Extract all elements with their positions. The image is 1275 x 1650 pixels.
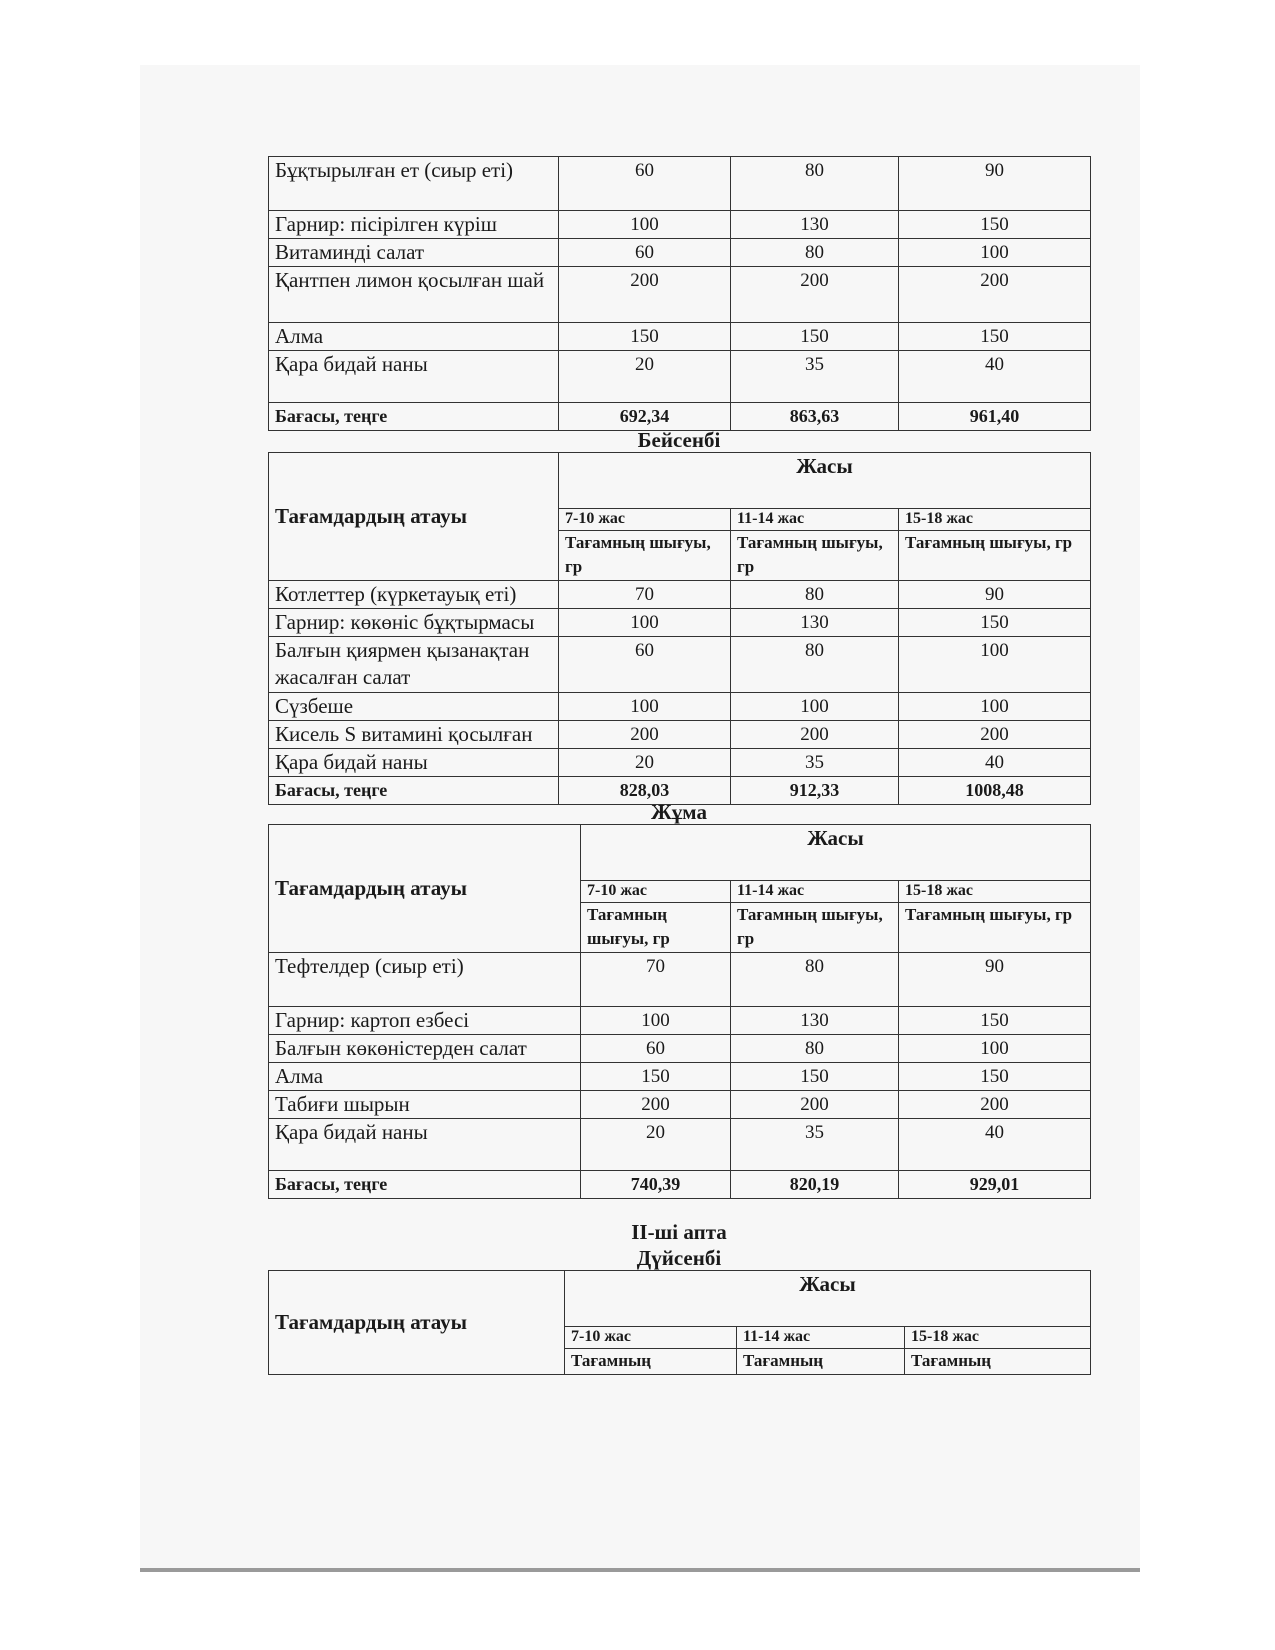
qty-11-14: 80: [731, 581, 899, 609]
qty-7-10: 20: [581, 1119, 731, 1171]
qty-11-14: 80: [731, 1035, 899, 1063]
dish-name: Алма: [269, 1063, 581, 1091]
qty-7-10: 70: [581, 953, 731, 1007]
qty-15-18: 150: [899, 1063, 1091, 1091]
qty-7-10: 100: [581, 1007, 731, 1035]
qty-11-14: 35: [731, 749, 899, 777]
day-heading-thursday: Бейсенбі: [637, 428, 721, 452]
dish-name: Қара бидай наны: [269, 351, 559, 403]
qty-7-10: 100: [559, 609, 731, 637]
qty-11-14: 130: [731, 211, 899, 239]
qty-7-10: 100: [559, 693, 731, 721]
qty-15-18: 150: [899, 609, 1091, 637]
qty-7-10: 150: [581, 1063, 731, 1091]
qty-15-18: 150: [899, 323, 1091, 351]
column-header-age: Жасы: [559, 453, 1091, 509]
age-7-10: 7-10 жас: [581, 881, 731, 903]
price-label: Бағасы, теңге: [269, 777, 559, 805]
dish-name: Кисель S витамині қосылған: [269, 721, 559, 749]
qty-15-18: 150: [899, 211, 1091, 239]
qty-11-14: 100: [731, 693, 899, 721]
age-7-10: 7-10 жас: [565, 1327, 737, 1349]
age-15-18: 15-18 жас: [899, 509, 1091, 531]
menu-table-friday: [268, 824, 1091, 1199]
table-row: [269, 323, 1091, 351]
day-heading-monday: Дүйсенбі: [636, 1246, 722, 1270]
age-11-14: 11-14 жас: [737, 1327, 905, 1349]
dish-name: Қара бидай наны: [269, 749, 559, 777]
column-header-dish-name: Тағамдардың атауы: [269, 825, 581, 953]
output-header: Тағамның шығуы, гр: [899, 531, 1091, 581]
menu-table-thursday: [268, 452, 1091, 805]
qty-7-10: 70: [559, 581, 731, 609]
dish-name: Гарнир: картоп езбесі: [269, 1007, 581, 1035]
age-15-18: 15-18 жас: [899, 881, 1091, 903]
qty-11-14: 80: [731, 637, 899, 693]
week-heading: ІІ-ші апта: [631, 1220, 727, 1244]
dish-name: Витаминді салат: [269, 239, 559, 267]
table-row: [269, 721, 1091, 749]
table-row: [269, 1007, 1091, 1035]
table-row: [269, 211, 1091, 239]
qty-11-14: 80: [731, 157, 899, 211]
dish-name: Гарнир: пісірілген күріш: [269, 211, 559, 239]
output-header: Тағамның: [565, 1349, 737, 1375]
price-11-14: 863,63: [731, 403, 899, 431]
price-11-14: 912,33: [731, 777, 899, 805]
age-11-14: 11-14 жас: [731, 881, 899, 903]
dish-name: Бұқтырылған ет (сиыр еті): [269, 157, 559, 211]
qty-7-10: 200: [559, 721, 731, 749]
age-11-14: 11-14 жас: [731, 509, 899, 531]
price-label: Бағасы, теңге: [269, 403, 559, 431]
table-row: [269, 239, 1091, 267]
dish-name: Котлеттер (күркетауық еті): [269, 581, 559, 609]
price-15-18: 929,01: [899, 1171, 1091, 1199]
output-header: Тағамның шығуы, гр: [899, 903, 1091, 953]
qty-15-18: 90: [899, 953, 1091, 1007]
table-row: [269, 351, 1091, 403]
total-row: [269, 403, 1091, 431]
qty-7-10: 150: [559, 323, 731, 351]
age-15-18: 15-18 жас: [905, 1327, 1091, 1349]
menu-table-monday: [268, 1270, 1091, 1375]
qty-11-14: 130: [731, 1007, 899, 1035]
qty-11-14: 200: [731, 267, 899, 323]
qty-7-10: 60: [559, 637, 731, 693]
qty-7-10: 20: [559, 351, 731, 403]
menu-table-wednesday: [268, 156, 1091, 431]
qty-11-14: 200: [731, 721, 899, 749]
price-7-10: 828,03: [559, 777, 731, 805]
qty-7-10: 200: [559, 267, 731, 323]
qty-11-14: 150: [731, 323, 899, 351]
dish-name: Алма: [269, 323, 559, 351]
output-header: Тағамның: [737, 1349, 905, 1375]
qty-11-14: 80: [731, 239, 899, 267]
price-15-18: 961,40: [899, 403, 1091, 431]
dish-name: Балғын көкөністерден салат: [269, 1035, 581, 1063]
table-row: [269, 581, 1091, 609]
column-header-age: Жасы: [565, 1271, 1091, 1327]
qty-15-18: 200: [899, 267, 1091, 323]
qty-7-10: 20: [559, 749, 731, 777]
table-row: [269, 953, 1091, 1007]
total-row: [269, 1171, 1091, 1199]
qty-11-14: 150: [731, 1063, 899, 1091]
qty-15-18: 100: [899, 239, 1091, 267]
table-row: [269, 267, 1091, 323]
price-7-10: 692,34: [559, 403, 731, 431]
table-row: [269, 157, 1091, 211]
price-7-10: 740,39: [581, 1171, 731, 1199]
qty-7-10: 100: [559, 211, 731, 239]
dish-name: Тефтелдер (сиыр еті): [269, 953, 581, 1007]
qty-15-18: 90: [899, 581, 1091, 609]
qty-7-10: 60: [559, 239, 731, 267]
page-edge: [140, 1568, 1140, 1572]
table-row: [269, 749, 1091, 777]
table-row: [269, 1035, 1091, 1063]
table-row: [269, 1091, 1091, 1119]
output-header: Тағамның шығуы, гр: [731, 903, 899, 953]
qty-11-14: 35: [731, 351, 899, 403]
qty-15-18: 150: [899, 1007, 1091, 1035]
qty-15-18: 100: [899, 1035, 1091, 1063]
age-7-10: 7-10 жас: [559, 509, 731, 531]
day-heading-friday: Жұма: [651, 800, 707, 824]
qty-11-14: 80: [731, 953, 899, 1007]
output-header: Тағамның: [905, 1349, 1091, 1375]
dish-name: Қантпен лимон қосылған шай: [269, 267, 559, 323]
table-row: [269, 1063, 1091, 1091]
qty-15-18: 40: [899, 749, 1091, 777]
qty-7-10: 60: [581, 1035, 731, 1063]
qty-15-18: 90: [899, 157, 1091, 211]
table-row: [269, 693, 1091, 721]
table-row: [269, 609, 1091, 637]
output-header: Тағамның шығуы, гр: [581, 903, 731, 953]
qty-11-14: 130: [731, 609, 899, 637]
dish-name: Сүзбеше: [269, 693, 559, 721]
qty-15-18: 40: [899, 1119, 1091, 1171]
dish-name: Гарнир: көкөніс бұқтырмасы: [269, 609, 559, 637]
qty-11-14: 200: [731, 1091, 899, 1119]
price-11-14: 820,19: [731, 1171, 899, 1199]
dish-name: Балғын қиярмен қызанақтан жасалған салат: [269, 637, 559, 693]
column-header-age: Жасы: [581, 825, 1091, 881]
output-header: Тағамның шығуы, гр: [559, 531, 731, 581]
qty-7-10: 60: [559, 157, 731, 211]
price-label: Бағасы, теңге: [269, 1171, 581, 1199]
table-row: [269, 1119, 1091, 1171]
table-row: [269, 637, 1091, 693]
column-header-dish-name: Тағамдардың атауы: [269, 453, 559, 581]
qty-15-18: 40: [899, 351, 1091, 403]
dish-name: Табиғи шырын: [269, 1091, 581, 1119]
qty-15-18: 200: [899, 1091, 1091, 1119]
qty-15-18: 200: [899, 721, 1091, 749]
price-15-18: 1008,48: [899, 777, 1091, 805]
output-header: Тағамның шығуы, гр: [731, 531, 899, 581]
dish-name: Қара бидай наны: [269, 1119, 581, 1171]
qty-7-10: 200: [581, 1091, 731, 1119]
qty-11-14: 35: [731, 1119, 899, 1171]
qty-15-18: 100: [899, 637, 1091, 693]
column-header-dish-name: Тағамдардың атауы: [269, 1271, 565, 1375]
qty-15-18: 100: [899, 693, 1091, 721]
